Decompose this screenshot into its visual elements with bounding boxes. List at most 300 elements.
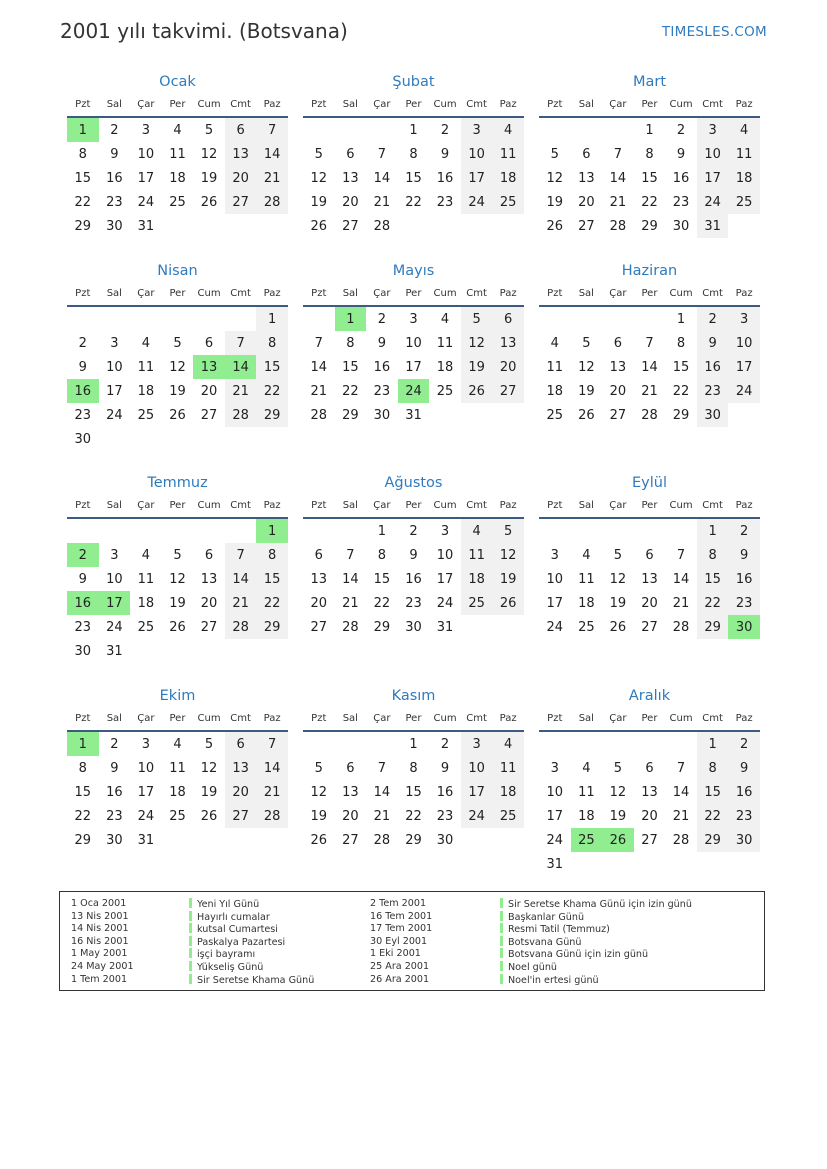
day-cell: 14	[342, 571, 359, 587]
month-name: Nisan	[157, 263, 198, 279]
legend-date: 17 Tem 2001	[370, 923, 433, 935]
day-cell: 3	[110, 335, 119, 351]
weekday-label: Çar	[373, 287, 391, 299]
day-cell: 14	[373, 784, 391, 800]
day-cell: 28	[225, 615, 257, 639]
day-cell: 13	[578, 170, 595, 186]
legend-date: 2 Tem 2001	[370, 898, 427, 909]
day-cell: 22	[373, 595, 391, 611]
weekday-header	[303, 92, 524, 118]
day-cell: 26	[546, 218, 564, 234]
day-cell: 16	[405, 571, 422, 587]
weekday-label: Per	[405, 98, 422, 110]
day-cell: 30	[106, 832, 123, 848]
legend-holiday-name: Paskalya Pazartesi	[197, 936, 286, 948]
empty-cell	[602, 732, 634, 756]
weekday-label: Sal	[578, 712, 594, 724]
legend-date: 14 Nis 2001	[71, 923, 129, 935]
day-cell: 23	[436, 194, 454, 210]
holiday-day-cell: 16	[67, 379, 99, 403]
day-cell: 26	[578, 407, 595, 423]
weekday-label: Pzt	[75, 287, 91, 299]
day-cell: 1	[409, 122, 418, 138]
weekday-label: Pzt	[547, 712, 563, 724]
day-cell: 28	[310, 407, 328, 423]
empty-cell	[303, 118, 335, 142]
day-cell: 7	[613, 146, 623, 162]
day-cell: 4	[492, 732, 524, 756]
day-cell: 17	[728, 355, 760, 379]
day-cell: 23	[728, 591, 760, 615]
weekday-label: Pzt	[547, 287, 563, 299]
day-cell: 9	[78, 359, 87, 375]
holiday-day-cell: 16	[67, 591, 99, 615]
empty-cell	[162, 307, 194, 331]
day-cell: 11	[169, 760, 186, 776]
month-name: Şubat	[392, 74, 435, 90]
brand-link[interactable]: TIMESLES.COM	[661, 24, 767, 40]
day-cell: 22	[342, 383, 359, 399]
day-cell: 31	[137, 218, 155, 234]
day-cell: 23	[74, 619, 92, 635]
legend-entry	[189, 961, 314, 974]
weekday-label: Cmt	[466, 499, 487, 511]
holiday-day-cell: 1	[67, 118, 99, 142]
holiday-day-cell: 1	[256, 519, 288, 543]
day-cell: 11	[436, 335, 454, 351]
day-cell: 21	[342, 595, 359, 611]
empty-cell	[539, 118, 571, 142]
day-grid	[303, 118, 524, 238]
day-cell: 4	[582, 547, 591, 563]
day-cell: 28	[672, 619, 690, 635]
day-cell: 21	[225, 591, 257, 615]
holiday-legend	[59, 891, 765, 991]
day-cell: 18	[492, 166, 524, 190]
day-cell: 5	[314, 146, 323, 162]
day-cell: 7	[676, 760, 686, 776]
day-cell: 19	[200, 784, 218, 800]
day-cell: 20	[492, 355, 524, 379]
day-cell: 9	[440, 760, 450, 776]
day-grid	[303, 519, 524, 639]
day-cell: 1	[697, 732, 729, 756]
empty-cell	[571, 732, 603, 756]
weekday-label: Çar	[609, 98, 627, 110]
legend-date: 25 Ara 2001	[370, 960, 430, 972]
legend-date: 13 Nis 2001	[71, 910, 129, 922]
weekday-label: Sal	[106, 499, 122, 511]
empty-cell	[335, 519, 367, 543]
legend-date: 1 Eki 2001	[370, 948, 421, 960]
holiday-marker	[189, 936, 192, 946]
day-cell: 24	[461, 190, 493, 214]
day-cell: 22	[74, 808, 92, 824]
legend-names-col-1	[189, 898, 314, 986]
day-cell: 12	[461, 331, 493, 355]
day-cell: 28	[225, 403, 257, 427]
day-cell: 27	[578, 218, 595, 234]
day-cell: 12	[169, 359, 186, 375]
weekday-label: Çar	[609, 499, 627, 511]
month-name: Haziran	[621, 263, 678, 279]
day-cell: 19	[169, 595, 186, 611]
day-cell: 30	[74, 643, 92, 659]
legend-holiday-name: Resmi Tatil (Temmuz)	[508, 924, 610, 936]
day-cell: 14	[256, 756, 288, 780]
day-cell: 14	[373, 170, 391, 186]
weekday-label: Per	[169, 287, 186, 299]
day-cell: 19	[546, 194, 564, 210]
day-cell: 2	[676, 122, 686, 138]
day-cell: 10	[106, 571, 123, 587]
legend-holiday-name: Sir Seretse Khama Günü için izin günü	[508, 899, 692, 910]
day-cell: 26	[461, 379, 493, 403]
day-cell: 11	[578, 571, 595, 587]
day-cell: 3	[409, 311, 418, 327]
weekday-label: Çar	[609, 712, 627, 724]
day-cell: 3	[141, 122, 151, 138]
day-cell: 19	[461, 355, 493, 379]
day-cell: 11	[137, 571, 155, 587]
holiday-marker	[189, 898, 192, 908]
empty-cell	[67, 307, 99, 331]
day-cell: 8	[346, 335, 355, 351]
day-cell: 4	[728, 118, 760, 142]
day-cell: 3	[141, 736, 151, 752]
day-cell: 17	[405, 359, 422, 375]
weekday-label: Per	[405, 287, 422, 299]
weekday-header	[67, 92, 288, 118]
day-cell: 21	[256, 780, 288, 804]
day-cell: 20	[641, 808, 658, 824]
month-name: Ocak	[159, 74, 196, 90]
day-cell: 23	[728, 804, 760, 828]
day-cell: 4	[582, 760, 591, 776]
day-cell: 26	[609, 619, 627, 635]
empty-cell	[634, 519, 666, 543]
day-grid	[67, 118, 288, 238]
day-cell: 30	[728, 828, 760, 852]
day-cell: 11	[169, 146, 186, 162]
day-cell: 11	[492, 142, 524, 166]
holiday-marker	[500, 974, 503, 984]
holiday-marker	[189, 923, 192, 933]
weekday-label: Paz	[499, 712, 517, 724]
weekday-label: Çar	[137, 712, 155, 724]
day-grid	[539, 307, 760, 427]
day-cell: 14	[256, 142, 288, 166]
day-cell: 12	[578, 359, 595, 375]
day-cell: 10	[106, 359, 123, 375]
weekday-label: Cum	[197, 287, 221, 299]
weekday-label: Cum	[433, 98, 457, 110]
day-cell: 28	[256, 804, 288, 828]
legend-entry	[500, 911, 692, 924]
day-cell: 5	[550, 146, 559, 162]
day-cell: 16	[672, 170, 690, 186]
page-title: 2001 yılı takvimi. (Botsvana)	[60, 19, 348, 43]
day-cell: 23	[697, 379, 729, 403]
day-cell: 20	[225, 780, 257, 804]
day-cell: 28	[342, 619, 359, 635]
weekday-label: Paz	[735, 98, 753, 110]
weekday-label: Paz	[263, 712, 281, 724]
day-cell: 24	[106, 407, 123, 423]
day-cell: 2	[440, 122, 450, 138]
day-cell: 16	[436, 170, 454, 186]
day-cell: 10	[461, 756, 493, 780]
legend-entry	[500, 974, 692, 987]
day-cell: 13	[200, 571, 218, 587]
legend-date: 1 May 2001	[71, 948, 128, 960]
day-cell: 31	[137, 832, 155, 848]
day-cell: 29	[256, 615, 288, 639]
weekday-label: Cmt	[702, 499, 723, 511]
day-cell: 14	[225, 567, 257, 591]
weekday-label: Cum	[669, 499, 693, 511]
day-cell: 30	[405, 619, 422, 635]
day-cell: 7	[225, 543, 257, 567]
legend-dates-col-2	[370, 898, 432, 986]
day-cell: 27	[225, 804, 257, 828]
weekday-label: Sal	[106, 287, 122, 299]
day-cell: 4	[173, 122, 182, 138]
day-cell: 7	[225, 331, 257, 355]
day-cell: 24	[137, 194, 155, 210]
day-cell: 27	[200, 407, 218, 423]
month-name: Mayıs	[392, 263, 435, 279]
month-name: Ekim	[159, 688, 196, 704]
day-cell: 5	[173, 335, 182, 351]
legend-holiday-name: Botsvana Günü için izin günü	[508, 949, 649, 961]
day-cell: 26	[169, 407, 186, 423]
weekday-label: Cmt	[466, 98, 487, 110]
legend-holiday-name: işçi bayramı	[197, 949, 256, 961]
weekday-label: Cmt	[466, 287, 487, 299]
day-cell: 10	[137, 760, 155, 776]
holiday-day-cell: 14	[225, 355, 257, 379]
empty-cell	[130, 307, 162, 331]
day-cell: 19	[609, 595, 627, 611]
weekday-label: Paz	[735, 287, 753, 299]
day-cell: 13	[225, 756, 257, 780]
day-cell: 3	[697, 118, 729, 142]
empty-cell	[571, 519, 603, 543]
day-cell: 13	[342, 170, 359, 186]
day-cell: 10	[697, 142, 729, 166]
day-cell: 15	[373, 571, 391, 587]
day-cell: 20	[200, 595, 218, 611]
day-cell: 26	[200, 194, 218, 210]
day-cell: 25	[169, 194, 186, 210]
weekday-label: Paz	[263, 287, 281, 299]
day-cell: 8	[256, 543, 288, 567]
day-cell: 18	[578, 808, 595, 824]
day-cell: 5	[461, 307, 493, 331]
day-cell: 27	[200, 619, 218, 635]
day-cell: 31	[436, 619, 454, 635]
day-cell: 9	[676, 146, 686, 162]
weekday-label: Pzt	[75, 712, 91, 724]
day-cell: 12	[200, 146, 218, 162]
day-cell: 21	[225, 379, 257, 403]
day-cell: 7	[256, 118, 288, 142]
day-cell: 4	[440, 311, 450, 327]
day-cell: 8	[256, 331, 288, 355]
day-cell: 21	[310, 383, 328, 399]
day-cell: 4	[461, 519, 493, 543]
day-cell: 12	[169, 571, 186, 587]
weekday-label: Pzt	[75, 499, 91, 511]
month-8	[303, 473, 524, 639]
day-cell: 21	[609, 194, 627, 210]
day-cell: 4	[173, 736, 182, 752]
weekday-label: Çar	[373, 712, 391, 724]
day-cell: 29	[697, 828, 729, 852]
day-cell: 1	[676, 311, 686, 327]
empty-cell	[366, 118, 398, 142]
day-cell: 2	[440, 736, 450, 752]
legend-entry	[189, 936, 314, 949]
empty-cell	[539, 519, 571, 543]
day-cell: 13	[609, 359, 627, 375]
weekday-header	[303, 493, 524, 519]
day-cell: 25	[137, 407, 155, 423]
day-cell: 15	[256, 355, 288, 379]
day-cell: 22	[405, 808, 422, 824]
day-cell: 9	[110, 146, 119, 162]
weekday-label: Sal	[342, 499, 358, 511]
day-cell: 18	[436, 359, 454, 375]
day-cell: 14	[641, 359, 658, 375]
holiday-marker	[500, 898, 503, 908]
day-cell: 23	[405, 595, 422, 611]
day-cell: 27	[342, 218, 359, 234]
month-2	[303, 72, 524, 238]
day-cell: 18	[546, 383, 564, 399]
day-cell: 31	[106, 643, 123, 659]
month-6	[539, 261, 760, 427]
day-cell: 26	[310, 832, 328, 848]
weekday-label: Per	[641, 287, 658, 299]
legend-holiday-name: Sir Seretse Khama Günü	[197, 974, 315, 986]
weekday-label: Çar	[373, 499, 391, 511]
holiday-marker	[500, 923, 503, 933]
day-cell: 3	[728, 307, 760, 331]
holiday-day-cell: 1	[335, 307, 367, 331]
day-grid	[67, 519, 288, 663]
day-cell: 16	[697, 355, 729, 379]
weekday-label: Pzt	[547, 499, 563, 511]
empty-cell	[193, 519, 225, 543]
month-name: Aralık	[628, 688, 671, 704]
day-cell: 7	[346, 547, 355, 563]
day-cell: 31	[697, 214, 729, 238]
day-cell: 2	[78, 335, 87, 351]
day-cell: 16	[106, 170, 123, 186]
day-cell: 13	[342, 784, 359, 800]
weekday-header	[303, 706, 524, 732]
holiday-day-cell: 17	[99, 591, 131, 615]
month-name: Eylül	[632, 475, 667, 491]
day-cell: 10	[546, 784, 564, 800]
month-name: Mart	[632, 74, 667, 90]
day-cell: 8	[409, 146, 418, 162]
day-cell: 13	[641, 571, 658, 587]
day-cell: 7	[377, 760, 387, 776]
weekday-label: Cmt	[230, 499, 251, 511]
weekday-label: Çar	[137, 98, 155, 110]
empty-cell	[225, 307, 257, 331]
day-cell: 12	[200, 760, 218, 776]
legend-holiday-name: Botsvana Günü	[508, 936, 582, 948]
weekday-label: Pzt	[547, 98, 563, 110]
day-cell: 1	[256, 307, 288, 331]
legend-date: 1 Tem 2001	[71, 973, 128, 985]
day-cell: 24	[106, 619, 123, 635]
day-cell: 1	[409, 736, 418, 752]
holiday-day-cell: 25	[571, 828, 603, 852]
day-cell: 29	[697, 615, 729, 639]
weekday-label: Çar	[373, 98, 391, 110]
month-1	[67, 72, 288, 238]
day-cell: 30	[697, 403, 729, 427]
day-cell: 18	[137, 595, 155, 611]
weekday-label: Cum	[669, 98, 693, 110]
day-cell: 20	[342, 808, 359, 824]
day-cell: 9	[78, 571, 87, 587]
empty-cell	[99, 307, 131, 331]
day-cell: 19	[578, 383, 595, 399]
day-cell: 5	[613, 760, 623, 776]
legend-date: 26 Ara 2001	[370, 973, 430, 985]
day-cell: 29	[74, 218, 92, 234]
legend-date: 16 Tem 2001	[370, 910, 433, 922]
legend-entry	[189, 923, 314, 936]
day-cell: 8	[78, 146, 87, 162]
weekday-label: Çar	[137, 287, 155, 299]
day-cell: 21	[672, 808, 690, 824]
day-cell: 7	[377, 146, 387, 162]
day-cell: 20	[310, 595, 328, 611]
day-cell: 27	[492, 379, 524, 403]
month-name: Ağustos	[384, 475, 443, 491]
day-cell: 30	[672, 218, 690, 234]
day-grid	[539, 118, 760, 238]
day-cell: 12	[609, 784, 627, 800]
day-cell: 8	[645, 146, 654, 162]
holiday-day-cell: 13	[193, 355, 225, 379]
day-cell: 2	[409, 523, 418, 539]
empty-cell	[539, 732, 571, 756]
day-cell: 21	[373, 194, 391, 210]
legend-holiday-name: Noel'in ertesi günü	[508, 974, 599, 986]
day-cell: 26	[492, 591, 524, 615]
holiday-day-cell: 2	[67, 543, 99, 567]
day-cell: 17	[697, 166, 729, 190]
day-cell: 3	[461, 732, 493, 756]
weekday-label: Cmt	[702, 712, 723, 724]
holiday-day-cell: 26	[602, 828, 634, 852]
legend-names-col-2	[500, 898, 692, 986]
legend-holiday-name: kutsal Cumartesi	[197, 924, 278, 936]
day-cell: 10	[436, 547, 454, 563]
day-cell: 5	[492, 519, 524, 543]
holiday-marker	[500, 936, 503, 946]
day-cell: 19	[609, 808, 627, 824]
day-cell: 17	[461, 780, 493, 804]
